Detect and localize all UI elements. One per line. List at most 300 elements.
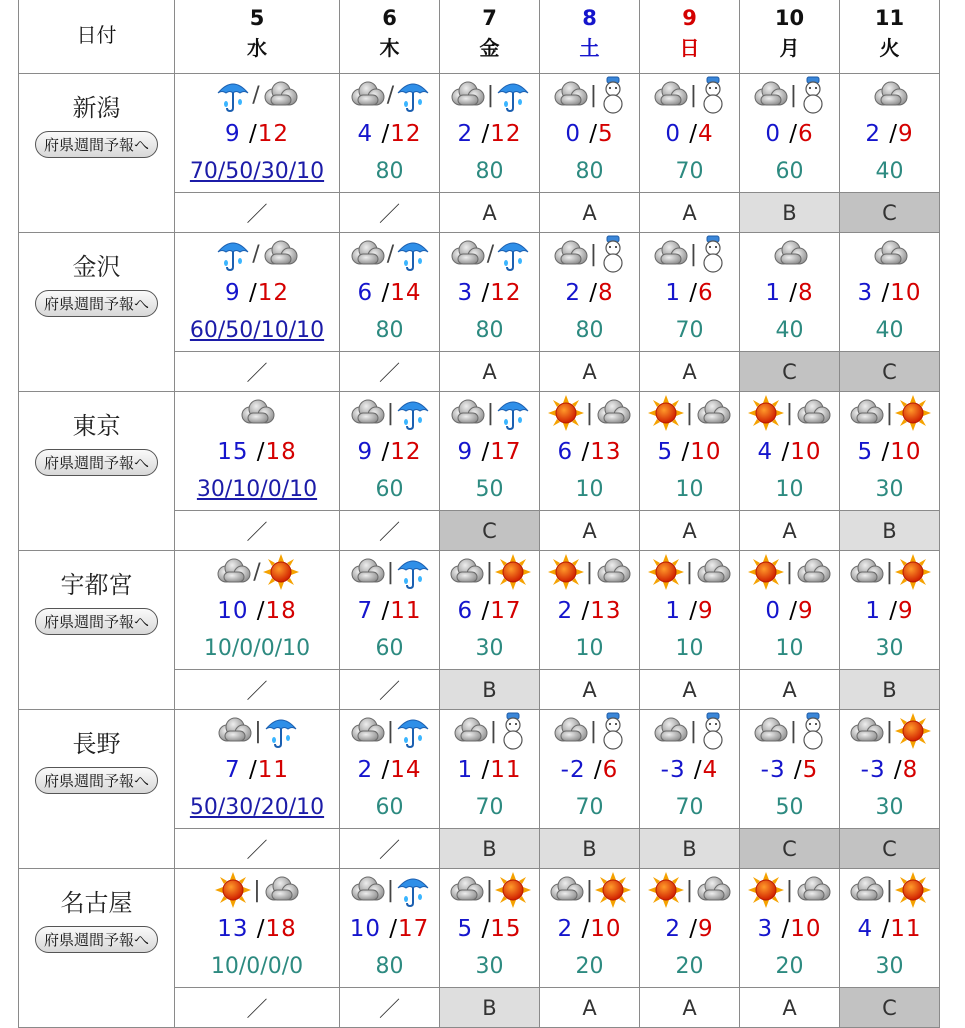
reliability-cell: A [640, 193, 740, 233]
precip-probability[interactable]: 30/10/0/10 [196, 477, 318, 502]
precip-probability: 40 [875, 159, 904, 184]
reliability-cell: C [840, 829, 940, 869]
reliability-cell: ／ [340, 511, 440, 551]
min-temp: 0 [765, 121, 781, 147]
precip-probability[interactable]: 60/50/10/10 [189, 318, 325, 343]
precip-probability: 70 [675, 795, 704, 820]
weather-icons [640, 393, 739, 433]
rain-icon [496, 77, 530, 113]
reliability-cell: ／ [340, 670, 440, 710]
reliability-cell: C [740, 829, 840, 869]
temperature [840, 751, 939, 789]
weather-icons [840, 870, 939, 910]
forecast-cell [840, 869, 940, 988]
cloud-icon [349, 716, 385, 746]
precip-probability: 70 [575, 795, 604, 820]
cloud-icon [595, 557, 631, 587]
icon-separator: | [785, 877, 794, 903]
cloud-icon [216, 716, 252, 746]
forecast-cell [440, 551, 540, 670]
temperature [540, 433, 639, 471]
snow-icon [699, 712, 727, 750]
rain-icon [496, 236, 530, 272]
temp-separator: / [389, 916, 399, 942]
precip-probability: 40 [875, 318, 904, 343]
region-cell [19, 710, 175, 869]
forecast-cell [840, 710, 940, 829]
icon-separator: | [689, 718, 698, 744]
cloud-icon [349, 398, 385, 428]
reliability-cell: A [540, 511, 640, 551]
weather-icons [840, 552, 939, 592]
icon-separator: | [885, 559, 894, 585]
min-temp: 5 [457, 916, 474, 942]
temperature [340, 592, 439, 630]
weather-icons [540, 393, 639, 433]
pref-weekly-forecast-button[interactable]: 府県週間予報へ [35, 767, 158, 794]
temp-separator: / [789, 121, 799, 147]
temp-separator: / [256, 598, 266, 624]
cloud-icon [872, 80, 908, 110]
cloud-icon [652, 80, 688, 110]
precip-probability: 80 [375, 159, 404, 184]
temp-separator: / [256, 439, 266, 465]
min-temp: 2 [457, 121, 474, 147]
header-day [440, 0, 540, 74]
min-temp: -3 [760, 757, 786, 783]
min-temp: 3 [457, 280, 474, 306]
rain-icon [396, 395, 430, 431]
weather-icons [540, 234, 639, 274]
cloud-icon [349, 557, 385, 587]
temp-separator: / [481, 916, 491, 942]
sun-icon [548, 395, 584, 431]
min-temp: 1 [665, 598, 681, 624]
weather-icons [740, 75, 839, 115]
reliability-cell: A [440, 193, 540, 233]
icon-separator: | [585, 877, 594, 903]
max-temp: 11 [490, 757, 522, 783]
region-name: 名古屋 [60, 889, 133, 917]
max-temp: 9 [698, 598, 714, 624]
forecast-cell [175, 74, 340, 193]
sun-icon [895, 395, 931, 431]
temp-separator: / [589, 280, 599, 306]
temperature [740, 592, 839, 630]
region-row [19, 74, 940, 193]
min-temp: 2 [357, 757, 374, 783]
weather-icons [440, 870, 539, 910]
icon-separator: | [689, 241, 698, 267]
weather-icons [440, 711, 539, 751]
temperature [640, 274, 739, 312]
day-date: 5 [249, 6, 265, 30]
precip-probability[interactable]: 50/30/20/10 [189, 795, 325, 820]
precip-probability: 30 [875, 795, 904, 820]
temp-separator: / [889, 121, 899, 147]
weather-icons [175, 75, 339, 115]
temperature [640, 910, 739, 948]
weather-icons [340, 711, 439, 751]
forecast-cell [540, 551, 640, 670]
forecast-cell [340, 392, 440, 511]
icon-separator: | [253, 877, 261, 903]
forecast-table [18, 0, 940, 1028]
sun-icon [748, 554, 784, 590]
temp-separator: / [889, 598, 899, 624]
weather-icons [740, 234, 839, 274]
temperature [440, 115, 539, 153]
max-temp: 10 [590, 916, 622, 942]
temp-separator: / [481, 121, 491, 147]
weather-icons [740, 870, 839, 910]
rain-icon [396, 872, 430, 908]
max-temp: 9 [798, 598, 814, 624]
temperature [840, 433, 939, 471]
weather-icons [440, 234, 539, 274]
min-temp: 2 [557, 916, 574, 942]
forecast-cell [740, 233, 840, 352]
header-day [740, 0, 840, 74]
reliability-cell: A [640, 511, 740, 551]
temperature [840, 115, 939, 153]
forecast-cell [540, 710, 640, 829]
icon-separator: | [254, 718, 262, 744]
min-temp: 13 [217, 916, 249, 942]
cloud-icon [848, 716, 884, 746]
temp-separator: / [789, 598, 799, 624]
pref-weekly-forecast-button[interactable]: 府県週間予報へ [35, 131, 158, 158]
icon-separator: | [789, 82, 798, 108]
precip-probability: 80 [375, 318, 404, 343]
cloud-icon [752, 716, 788, 746]
forecast-cell [440, 869, 540, 988]
forecast-cell [340, 869, 440, 988]
icon-separator: | [589, 241, 598, 267]
cloud-icon [795, 398, 831, 428]
temperature [740, 751, 839, 789]
cloud-icon [795, 875, 831, 905]
temp-separator: / [481, 598, 491, 624]
region-row [19, 233, 940, 352]
max-temp: 12 [490, 280, 522, 306]
icon-separator: | [485, 877, 494, 903]
forecast-cell [440, 392, 540, 511]
max-temp: 12 [390, 121, 422, 147]
snow-icon [699, 235, 727, 273]
weather-icons [175, 552, 339, 592]
icon-separator: | [589, 82, 598, 108]
precip-probability: 70 [675, 318, 704, 343]
weather-icons [175, 711, 339, 751]
max-temp: 8 [598, 280, 614, 306]
max-temp: 5 [802, 757, 819, 783]
icon-separator: / [252, 241, 260, 267]
icon-separator: | [785, 559, 794, 585]
min-temp: 2 [557, 598, 574, 624]
day-of-week: 木 [379, 36, 400, 60]
precip-probability: 50 [475, 477, 504, 502]
region-cell [19, 551, 175, 710]
pref-weekly-forecast-button[interactable]: 府県週間予報へ [35, 449, 158, 476]
rain-icon [396, 554, 430, 590]
reliability-cell: ／ [340, 352, 440, 392]
snow-icon [599, 76, 627, 114]
temp-separator: / [789, 280, 799, 306]
cloud-icon [552, 239, 588, 269]
forecast-cell [640, 74, 740, 193]
precip-probability: 20 [675, 954, 704, 979]
weather-icons [540, 75, 639, 115]
reliability-cell: A [740, 988, 840, 1028]
temperature [640, 592, 739, 630]
forecast-cell [340, 74, 440, 193]
precip-probability: 30 [875, 954, 904, 979]
min-temp: 0 [665, 121, 681, 147]
max-temp: 11 [257, 757, 289, 783]
cloud-icon [552, 80, 588, 110]
header-day [640, 0, 740, 74]
reliability-cell: A [440, 352, 540, 392]
pref-weekly-forecast-button[interactable]: 府県週間予報へ [35, 926, 158, 953]
icon-separator: | [885, 400, 894, 426]
temp-separator: / [881, 916, 891, 942]
forecast-cell [740, 551, 840, 670]
temperature [440, 910, 539, 948]
min-temp: 5 [657, 439, 674, 465]
precip-probability: 10/0/0/0 [210, 954, 304, 979]
day-of-week: 土 [579, 36, 600, 60]
max-temp: 13 [590, 598, 622, 624]
temperature [440, 433, 539, 471]
temp-separator: / [381, 121, 391, 147]
region-name: 宇都宮 [60, 571, 133, 599]
min-temp: 10 [349, 916, 381, 942]
cloud-icon [552, 716, 588, 746]
temperature [340, 274, 439, 312]
max-temp: 4 [698, 121, 714, 147]
reliability-cell: ／ [340, 193, 440, 233]
icon-separator: | [685, 400, 694, 426]
reliability-cell: B [440, 670, 540, 710]
reliability-cell: A [740, 511, 840, 551]
temp-separator: / [881, 280, 891, 306]
cloud-icon [848, 875, 884, 905]
max-temp: 12 [257, 121, 289, 147]
min-temp: 4 [357, 121, 374, 147]
icon-separator: | [785, 400, 794, 426]
max-temp: 10 [890, 439, 922, 465]
temperature [640, 751, 739, 789]
temp-separator: / [793, 757, 803, 783]
forecast-cell [740, 869, 840, 988]
max-temp: 4 [702, 757, 719, 783]
icon-separator: | [386, 559, 395, 585]
sun-icon [648, 395, 684, 431]
min-temp: 6 [557, 439, 574, 465]
temp-separator: / [689, 280, 699, 306]
temp-separator: / [893, 757, 903, 783]
min-temp: 9 [357, 439, 374, 465]
max-temp: 10 [890, 280, 922, 306]
icon-separator: | [486, 82, 495, 108]
region-cell [19, 869, 175, 1028]
reliability-cell: A [540, 670, 640, 710]
icon-separator: | [386, 877, 395, 903]
cloud-icon [452, 716, 488, 746]
header-day [540, 0, 640, 74]
temperature [640, 115, 739, 153]
region-row [19, 392, 940, 511]
forecast-cell [640, 392, 740, 511]
precip-probability: 40 [775, 318, 804, 343]
forecast-cell [340, 710, 440, 829]
min-temp: -3 [660, 757, 686, 783]
region-row [19, 551, 940, 670]
day-date: 10 [774, 6, 805, 30]
weather-icons [640, 234, 739, 274]
weather-icons [640, 870, 739, 910]
day-of-week: 金 [479, 36, 500, 60]
forecast-cell [840, 233, 940, 352]
max-temp: 8 [902, 757, 919, 783]
weather-icons [740, 393, 839, 433]
min-temp: 10 [217, 598, 249, 624]
temp-separator: / [248, 121, 258, 147]
header-day [340, 0, 440, 74]
sun-icon [748, 395, 784, 431]
icon-separator: / [252, 82, 260, 108]
sun-icon [895, 713, 931, 749]
temp-separator: / [881, 439, 891, 465]
min-temp: 7 [357, 598, 374, 624]
cloud-icon [449, 239, 485, 269]
temp-separator: / [581, 916, 591, 942]
sun-icon [215, 872, 251, 908]
temperature [740, 274, 839, 312]
forecast-cell [340, 233, 440, 352]
precip-probability: 30 [475, 636, 504, 661]
min-temp: 2 [565, 280, 581, 306]
icon-separator: | [386, 400, 395, 426]
temperature [540, 274, 639, 312]
weather-icons [840, 711, 939, 751]
rain-icon [396, 77, 430, 113]
reliability-cell: B [440, 988, 540, 1028]
icon-separator: | [585, 559, 594, 585]
min-temp: 1 [665, 280, 681, 306]
region-name: 金沢 [72, 253, 121, 281]
temp-separator: / [381, 439, 391, 465]
weather-icons [175, 393, 339, 433]
weather-icons [340, 870, 439, 910]
sun-icon [548, 554, 584, 590]
reliability-cell: ／ [175, 829, 340, 869]
cloud-icon [848, 398, 884, 428]
snow-icon [499, 712, 527, 750]
snow-icon [599, 235, 627, 273]
min-temp: 4 [857, 916, 874, 942]
forecast-cell [175, 392, 340, 511]
precip-probability: 60 [375, 795, 404, 820]
temp-separator: / [481, 280, 491, 306]
precip-probability: 10 [575, 477, 604, 502]
temperature [540, 751, 639, 789]
weather-icons [340, 393, 439, 433]
reliability-cell: C [840, 988, 940, 1028]
snow-icon [799, 76, 827, 114]
header-day [840, 0, 940, 74]
reliability-cell: ／ [175, 988, 340, 1028]
weather-icons [840, 393, 939, 433]
precip-probability: 10/0/0/10 [203, 636, 311, 661]
temp-separator: / [481, 439, 491, 465]
pref-weekly-forecast-button[interactable]: 府県週間予報へ [35, 290, 158, 317]
temp-separator: / [589, 121, 599, 147]
precip-probability: 80 [475, 159, 504, 184]
cloud-icon [695, 557, 731, 587]
temperature [440, 751, 539, 789]
temperature [740, 115, 839, 153]
temp-separator: / [689, 121, 699, 147]
reliability-cell: A [640, 670, 740, 710]
forecast-cell [640, 551, 740, 670]
rain-icon [264, 713, 298, 749]
cloud-icon [448, 875, 484, 905]
cloud-icon [448, 557, 484, 587]
date-label: 日付 [19, 0, 175, 74]
weather-icons [540, 552, 639, 592]
cloud-icon [262, 239, 298, 269]
icon-separator: | [689, 82, 698, 108]
precip-probability[interactable]: 70/50/30/10 [189, 159, 325, 184]
precip-probability: 20 [575, 954, 604, 979]
min-temp: 0 [565, 121, 581, 147]
min-temp: 15 [217, 439, 249, 465]
temperature [840, 274, 939, 312]
forecast-cell [175, 233, 340, 352]
precip-probability: 60 [375, 636, 404, 661]
max-temp: 13 [590, 439, 622, 465]
pref-weekly-forecast-button[interactable]: 府県週間予報へ [35, 608, 158, 635]
forecast-cell [640, 869, 740, 988]
precip-probability: 30 [475, 954, 504, 979]
forecast-cell [540, 392, 640, 511]
day-of-week: 水 [247, 36, 267, 60]
cloud-icon [239, 398, 275, 428]
temperature [175, 433, 339, 471]
forecast-cell [840, 74, 940, 193]
max-temp: 9 [698, 916, 714, 942]
cloud-icon [548, 875, 584, 905]
reliability-cell: C [740, 352, 840, 392]
rain-icon [216, 236, 250, 272]
sun-icon [748, 872, 784, 908]
min-temp: 3 [857, 280, 874, 306]
reliability-cell: C [840, 352, 940, 392]
forecast-cell [540, 233, 640, 352]
icon-separator: | [489, 718, 498, 744]
max-temp: 5 [598, 121, 614, 147]
reliability-cell: A [740, 670, 840, 710]
icon-separator: | [386, 718, 395, 744]
sun-icon [648, 872, 684, 908]
min-temp: 0 [765, 598, 781, 624]
cloud-icon [695, 398, 731, 428]
temperature [740, 910, 839, 948]
temperature [640, 433, 739, 471]
day-date: 9 [682, 6, 697, 30]
